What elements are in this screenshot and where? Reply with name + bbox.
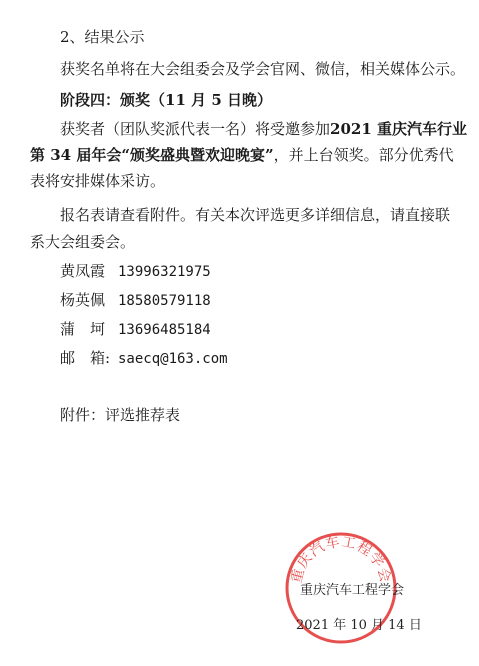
signature-date: 2021 年 10 月 14 日 [296,618,422,633]
signup-paragraph-line1: 报名表请查看附件。有关本次评选更多详细信息，请直接联 [60,206,451,224]
stage4-heading: 阶段四：颁奖（11 月 5 日晚） [60,91,272,109]
contact-name: 黄凤霞 [60,262,106,280]
event-name-part1: 2021 重庆汽车行业 [330,120,467,138]
event-name-part2: 第 34 届年会“颁奖盛典暨欢迎晚宴” [30,146,274,164]
signup-paragraph-line2: 系大会组委会。 [30,233,136,251]
contact-row [60,320,211,339]
contact-row [60,349,228,368]
attachment-note: 附件：评选推荐表 [60,406,181,424]
contact-name: 蒲 坷 [60,320,106,338]
award-line2-rest: ，并上台领奖。部分优秀代 [273,146,454,164]
contact-phone: 18580579118 [118,293,211,309]
signature-organization: 重庆汽车工程学会 [300,583,405,598]
award-paragraph-line1 [60,120,467,138]
svg-text:重庆汽车工程学会: 重庆汽车工程学会 [288,534,394,585]
contact-row [60,262,211,281]
contact-phone: 13996321975 [118,264,211,280]
results-heading: 2、结果公示 [60,28,145,46]
email-address[interactable]: saecq@163.com [118,351,228,367]
contact-name: 杨英佩 [60,291,106,309]
award-paragraph-line3: 表将安排媒体采访。 [30,172,166,190]
contact-phone: 13696485184 [118,322,211,338]
contact-row [60,291,211,310]
email-label: 邮 箱: [60,349,111,367]
award-line1-prefix: 获奖者（团队奖派代表一名）将受邀参加 [60,120,331,138]
results-body: 获奖名单将在大会组委会及学会官网、微信，相关媒体公示。 [60,60,466,78]
award-paragraph-line2 [30,146,454,164]
